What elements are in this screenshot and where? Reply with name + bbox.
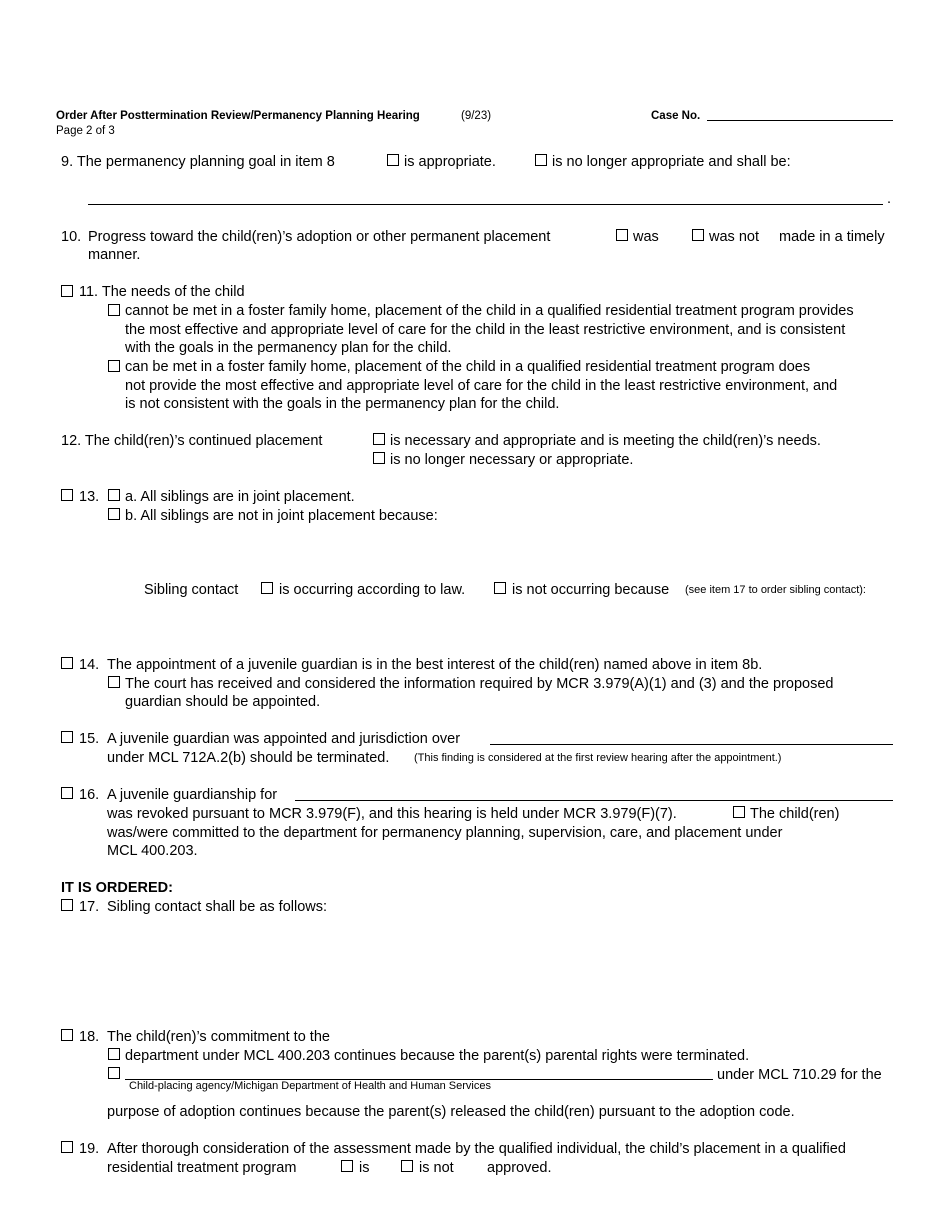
item17-checkbox[interactable]	[61, 899, 73, 911]
form-version: (9/23)	[461, 110, 492, 122]
item15-checkbox[interactable]	[61, 731, 73, 743]
case-number-label: Case No.	[651, 110, 701, 122]
item10-was-checkbox[interactable]	[616, 229, 628, 241]
item19-text: After thorough consideration of the assessment made by the qualified individual, the child’s placement in a qualified	[107, 1141, 846, 1157]
item16-number: 16.	[79, 787, 100, 803]
item12-not-necessary-checkbox[interactable]	[373, 452, 385, 464]
item12-not-necessary-label: is no longer necessary or appropriate.	[390, 452, 634, 468]
form-title: Order After Posttermination Review/Permanency Planning Hearing	[56, 110, 420, 122]
item18-line3: purpose of adoption continues because the parent(s) released the child(ren) pursuant to the adoption code.	[107, 1104, 795, 1120]
item15-note: (This finding is considered at the first review hearing after the appointment.)	[414, 752, 782, 764]
item15-text: A juvenile guardian was appointed and jurisdiction over	[107, 731, 461, 747]
item13-number: 13.	[79, 489, 100, 505]
item9-goal-field[interactable]	[88, 204, 883, 205]
sibling-contact-occurring-label: is occurring according to law.	[279, 582, 466, 598]
item12-necessary-checkbox[interactable]	[373, 433, 385, 445]
item14-number: 14.	[79, 657, 100, 673]
item14-text: The appointment of a juvenile guardian is in the best interest of the child(ren) named above in item 8b.	[107, 657, 763, 673]
case-number-field[interactable]	[707, 120, 893, 121]
item15-line2: under MCL 712A.2(b) should be terminated.	[107, 750, 390, 766]
item10-was-label: was	[633, 229, 659, 245]
item14-sub-line1: The court has received and considered the information required by MCR 3.979(A)(1) and (3) and the proposed	[125, 676, 834, 692]
item18-agency-caption: Child-placing agency/Michigan Department of Health and Human Services	[129, 1080, 491, 1092]
item15-jurisdiction-field[interactable]	[490, 744, 893, 745]
item13a-label: a. All siblings are in joint placement.	[125, 489, 355, 505]
item13a-checkbox[interactable]	[108, 489, 120, 501]
item13b-checkbox[interactable]	[108, 508, 120, 520]
item11-cannot-line1: cannot be met in a foster family home, placement of the child in a qualified residential treatment program provides	[125, 303, 854, 319]
item14-received-checkbox[interactable]	[108, 676, 120, 688]
item10-number: 10.	[61, 229, 82, 245]
item12-text: 12. The child(ren)’s continued placement	[61, 433, 323, 449]
item12-necessary-label: is necessary and appropriate and is meeting the child(ren)’s needs.	[390, 433, 821, 449]
item16-line4: MCL 400.203.	[107, 843, 198, 859]
item9-period: .	[887, 191, 892, 207]
item19-line2: residential treatment program	[107, 1160, 297, 1176]
item11-can-line3: is not consistent with the goals in the permanency plan for the child.	[125, 396, 560, 412]
item16-guardianship-field[interactable]	[295, 800, 893, 801]
item11-can-line2: not provide the most effective and appropriate level of care for the child in the least restrictive environment, and	[125, 378, 838, 394]
item18-number: 18.	[79, 1029, 100, 1045]
item11-cannot-line3: with the goals in the permanency plan for the child.	[125, 340, 452, 356]
sibling-contact-label: Sibling contact	[144, 582, 239, 598]
sibling-contact-note: (see item 17 to order sibling contact):	[685, 584, 866, 596]
item14-sub-line2: guardian should be appointed.	[125, 694, 321, 710]
item16-line3: was/were committed to the department for permanency planning, supervision, care, and placement under	[107, 825, 783, 841]
item9-not-appropriate-checkbox[interactable]	[535, 154, 547, 166]
item9-text: 9. The permanency planning goal in item 8	[61, 154, 335, 170]
item11-can-checkbox[interactable]	[108, 360, 120, 372]
page-number: Page 2 of 3	[56, 125, 115, 137]
item19-number: 19.	[79, 1141, 100, 1157]
item17-text: Sibling contact shall be as follows:	[107, 899, 328, 915]
item18-agency-checkbox[interactable]	[108, 1067, 120, 1079]
ordered-heading: IT IS ORDERED:	[61, 880, 173, 896]
item11-checkbox[interactable]	[61, 285, 73, 297]
item16-committed-label: The child(ren)	[750, 806, 840, 822]
item13b-label: b. All siblings are not in joint placement because:	[125, 508, 438, 524]
item18-department-checkbox[interactable]	[108, 1048, 120, 1060]
sibling-contact-not-occurring-checkbox[interactable]	[494, 582, 506, 594]
item13-checkbox[interactable]	[61, 489, 73, 501]
item16-line2: was revoked pursuant to MCR 3.979(F), and this hearing is held under MCR 3.979(F)(7).	[107, 806, 677, 822]
item9-appropriate-label: is appropriate.	[404, 154, 496, 170]
item11-cannot-line2: the most effective and appropriate level of care for the child in the least restrictive environment, and is consistent	[125, 322, 846, 338]
item19-is-not-label: is not	[419, 1160, 454, 1176]
item16-checkbox[interactable]	[61, 787, 73, 799]
item19-tail: approved.	[487, 1160, 552, 1176]
item18-checkbox[interactable]	[61, 1029, 73, 1041]
item10-was-not-label: was not	[709, 229, 759, 245]
item18-under-text: under MCL 710.29 for the	[717, 1067, 882, 1083]
sibling-contact-occurring-checkbox[interactable]	[261, 582, 273, 594]
item16-text: A juvenile guardianship for	[107, 787, 278, 803]
item17-number: 17.	[79, 899, 100, 915]
sibling-contact-not-occurring-label: is not occurring because	[512, 582, 670, 598]
item11-can-line1: can be met in a foster family home, placement of the child in a qualified residential treatment program does	[125, 359, 811, 375]
item19-is-checkbox[interactable]	[341, 1160, 353, 1172]
item14-checkbox[interactable]	[61, 657, 73, 669]
item18-department-label: department under MCL 400.203 continues because the parent(s) parental rights were terminated.	[125, 1048, 750, 1064]
item11-cannot-checkbox[interactable]	[108, 304, 120, 316]
item9-not-appropriate-label: is no longer appropriate and shall be:	[552, 154, 791, 170]
item10-line2: manner.	[88, 247, 141, 263]
item15-number: 15.	[79, 731, 100, 747]
item10-was-not-checkbox[interactable]	[692, 229, 704, 241]
item10-tail: made in a timely	[779, 229, 885, 245]
item10-text: Progress toward the child(ren)’s adoption or other permanent placement	[88, 229, 551, 245]
item11-heading: 11. The needs of the child	[79, 284, 245, 300]
item16-committed-checkbox[interactable]	[733, 806, 745, 818]
item19-is-not-checkbox[interactable]	[401, 1160, 413, 1172]
item18-text: The child(ren)’s commitment to the	[107, 1029, 330, 1045]
item19-is-label: is	[359, 1160, 370, 1176]
item19-checkbox[interactable]	[61, 1141, 73, 1153]
item9-appropriate-checkbox[interactable]	[387, 154, 399, 166]
